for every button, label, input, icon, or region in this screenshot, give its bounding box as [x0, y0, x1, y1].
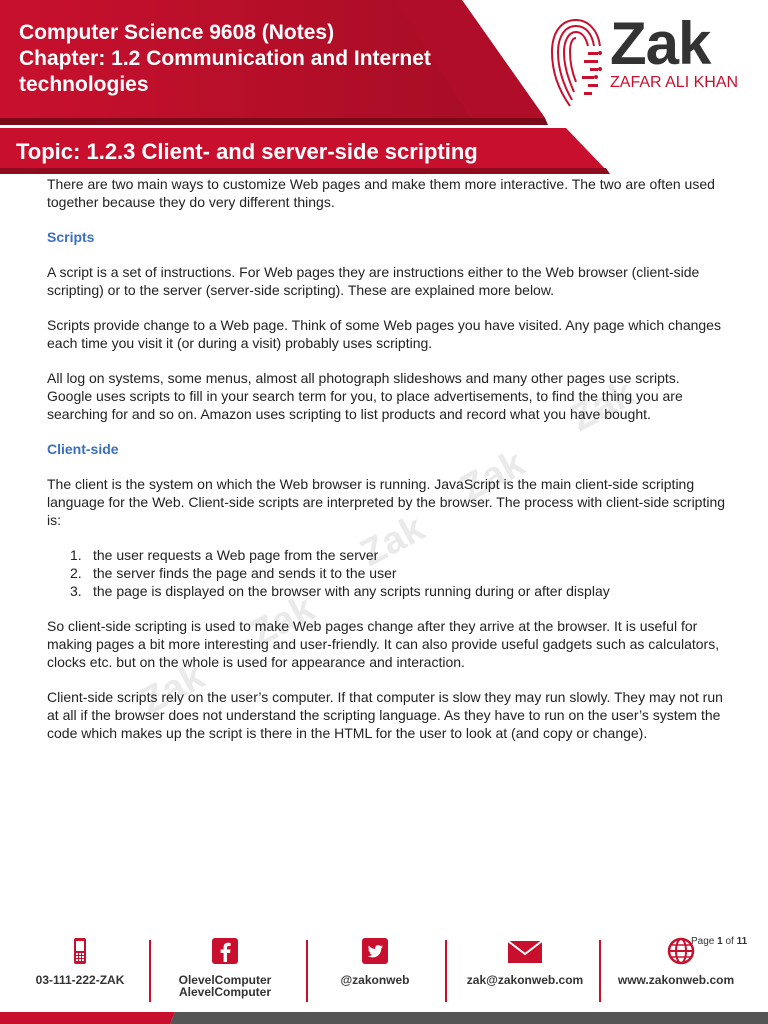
footer-divider: [306, 940, 308, 1002]
paragraph: Client-side scripts rely on the user’s computer. If that computer is slow they may run slowly. They may not run at all if the browser does not understand the scripting language. As they have to run on the user’s system the code which makes up the script is there in the HTML for the user to look at (and copy or change).: [47, 689, 723, 741]
page-of: of: [725, 936, 734, 947]
document-body: [47, 175, 727, 759]
document-header-title: [19, 20, 489, 98]
page-label: Page: [691, 936, 715, 947]
zak-logo: [544, 10, 764, 120]
footer-phone[interactable]: [20, 930, 140, 1010]
email-icon: [507, 936, 543, 966]
paragraph: A script is a set of instructions. For Web pages they are instructions either to the Web browser (client-side scripting) or to the server (server-side scripting). These are explained more below.: [47, 264, 700, 298]
twitter-icon: [360, 936, 390, 966]
footer-bottom-bar: [0, 1012, 768, 1024]
watermark: Zak: [353, 507, 432, 575]
watermark: Zak: [243, 587, 322, 655]
facebook-page-2: AlevelComputer: [178, 985, 272, 999]
contact-footer: [0, 930, 768, 1024]
brand-name: Zak: [610, 10, 711, 77]
section-heading-client-side: Client-side: [47, 441, 119, 457]
header-title-line-3: technologies: [19, 73, 149, 96]
list-item: [47, 564, 727, 582]
phone-number: 03-111-222-ZAK: [35, 973, 125, 987]
phone-icon: [65, 936, 95, 966]
intro-paragraph: There are two main ways to customize Web pages and make them more interactive. The two are often used together because they do very different things.: [47, 176, 715, 210]
header-title-line-1: Computer Science 9608 (Notes): [19, 21, 335, 44]
list-number: 3.: [70, 583, 82, 599]
footer-divider: [149, 940, 151, 1002]
watermark: Zak: [563, 372, 642, 440]
watermark: Zak: [133, 655, 212, 723]
footer-divider: [445, 940, 447, 1002]
list-item: [47, 546, 727, 564]
email-address: zak@zakonweb.com: [466, 973, 584, 987]
list-item: [47, 582, 727, 600]
list-item-text: the user requests a Web page from the server: [93, 547, 379, 563]
paragraph: Scripts provide change to a Web page. Think of some Web pages you have visited. Any page which changes each time you visit it (or during a visit) probably uses scripting.: [47, 317, 721, 351]
page-number: [691, 936, 747, 947]
process-steps-list: [47, 546, 727, 600]
paragraph: All log on systems, some menus, almost all photograph slideshows and many other pages use scripts. Google uses scripts to fill in your search term for you, to place advertisements, to find the thing you are searching for and so on. Amazon uses scripting to list products and record what you have bought.: [47, 370, 683, 422]
facebook-icon: [210, 936, 240, 966]
page-total: 11: [736, 936, 748, 947]
website-url: www.zakonweb.com: [617, 973, 735, 987]
list-number: 1.: [70, 547, 82, 563]
footer-facebook[interactable]: [165, 930, 285, 1010]
footer-divider: [599, 940, 601, 1002]
section-heading-scripts: Scripts: [47, 229, 95, 245]
list-item-text: the page is displayed on the browser with any scripts running during or after display: [93, 583, 610, 599]
watermark: Zak: [453, 442, 532, 510]
facebook-page-1: OlevelComputer: [178, 973, 272, 987]
header-title-line-2: Chapter: 1.2 Communication and Internet: [19, 47, 431, 70]
paragraph: So client-side scripting is used to make Web pages change after they arrive at the browser. It is useful for making pages a bit more interesting and user-friendly. It can also provide useful gadgets such as calculators, clocks etc. but on the whole is used for appearance and interaction.: [47, 618, 720, 670]
footer-twitter[interactable]: [315, 930, 435, 1010]
topic-title: Topic: 1.2.3 Client- and server-side scripting: [16, 139, 478, 164]
footer-email[interactable]: [455, 930, 595, 1010]
paragraph: The client is the system on which the Web browser is running. JavaScript is the main client-side scripting language for the Web. Client-side scripts are interpreted by the browser. The process with client-side scripting is:: [47, 476, 726, 528]
fingerprint-logo-icon: [548, 12, 604, 112]
list-number: 2.: [70, 565, 82, 581]
twitter-handle: @zakonweb: [340, 973, 410, 987]
page-current: 1: [717, 936, 723, 947]
list-item-text: the server finds the page and sends it to the user: [93, 565, 397, 581]
brand-subtitle: ZAFAR ALI KHAN: [610, 74, 739, 91]
